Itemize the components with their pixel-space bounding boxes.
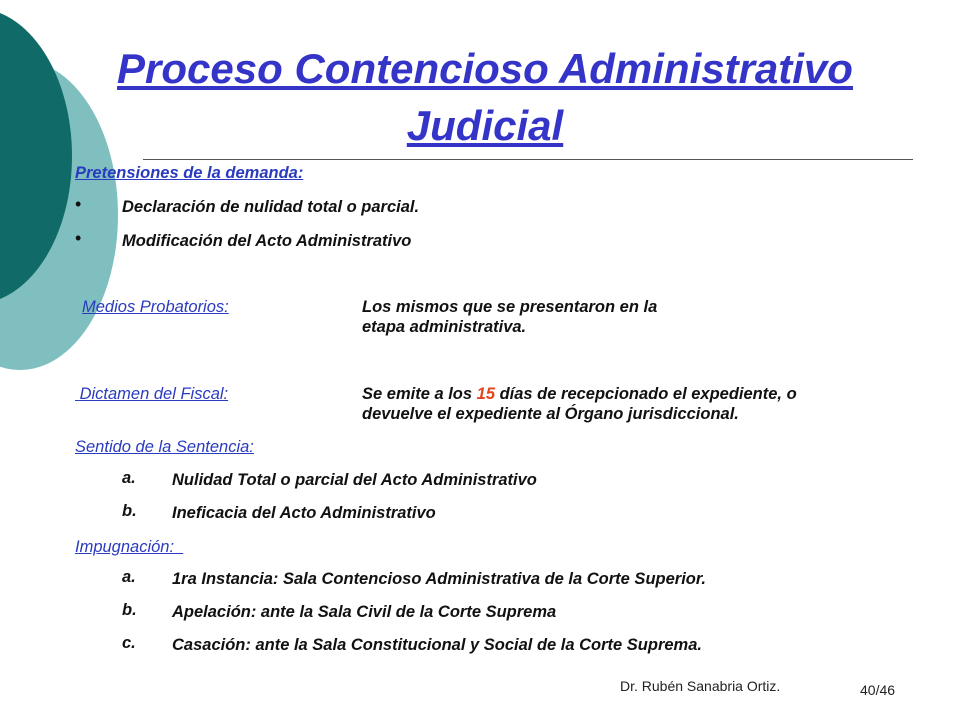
impugnacion-item: Casación: ante la Sala Constitucional y Social de la Corte Suprema.	[172, 636, 702, 654]
list-letter: a.	[122, 469, 136, 487]
dictamen-fiscal-label	[75, 383, 228, 405]
footer-author: Dr. Rubén Sanabria Ortiz.	[620, 678, 781, 694]
slide-title: Proceso Contencioso Administrativo Judicial	[117, 45, 853, 149]
medios-probatorios-line1: Los mismos que se presentaron en la	[362, 298, 658, 316]
impugnacion-item: 1ra Instancia: Sala Contencioso Administrativa de la Corte Superior.	[172, 570, 706, 588]
pretension-item: Modificación del Acto Administrativo	[122, 232, 412, 250]
bullet: •	[75, 194, 82, 214]
dictamen-text-pre: Se emite a los	[362, 385, 477, 403]
medios-probatorios-label: Medios Probatorios:	[82, 298, 229, 316]
dictamen-fiscal-line2: devuelve el expediente al Órgano jurisdiccional.	[362, 405, 739, 423]
dictamen-fiscal-label-text: Dictamen del Fiscal:	[79, 385, 229, 403]
impugnacion-item: Apelación: ante la Sala Civil de la Corte Suprema	[172, 603, 557, 621]
list-letter: a.	[122, 568, 136, 586]
title-divider	[143, 159, 913, 160]
pretensiones-heading: Pretensiones de la demanda:	[75, 164, 304, 182]
sentido-sentencia-heading: Sentido de la Sentencia:	[75, 438, 254, 456]
list-letter: b.	[122, 502, 137, 520]
dictamen-fiscal-line1	[362, 383, 797, 405]
footer-page-number: 40/46	[860, 682, 896, 698]
impugnacion-heading-text: Impugnación:	[75, 538, 175, 556]
pretension-item: Declaración de nulidad total o parcial.	[122, 198, 420, 216]
bullet: •	[75, 228, 82, 248]
sentido-item: Ineficacia del Acto Administrativo	[172, 504, 436, 522]
medios-probatorios-line2: etapa administrativa.	[362, 318, 527, 336]
dictamen-days-number: 15	[476, 385, 495, 403]
list-letter: c.	[122, 634, 136, 652]
sentido-item: Nulidad Total o parcial del Acto Administrativo	[172, 471, 537, 489]
list-letter: b.	[122, 601, 137, 619]
impugnacion-heading	[75, 536, 183, 558]
dictamen-text-post: días de recepcionado el expediente, o	[495, 385, 797, 403]
